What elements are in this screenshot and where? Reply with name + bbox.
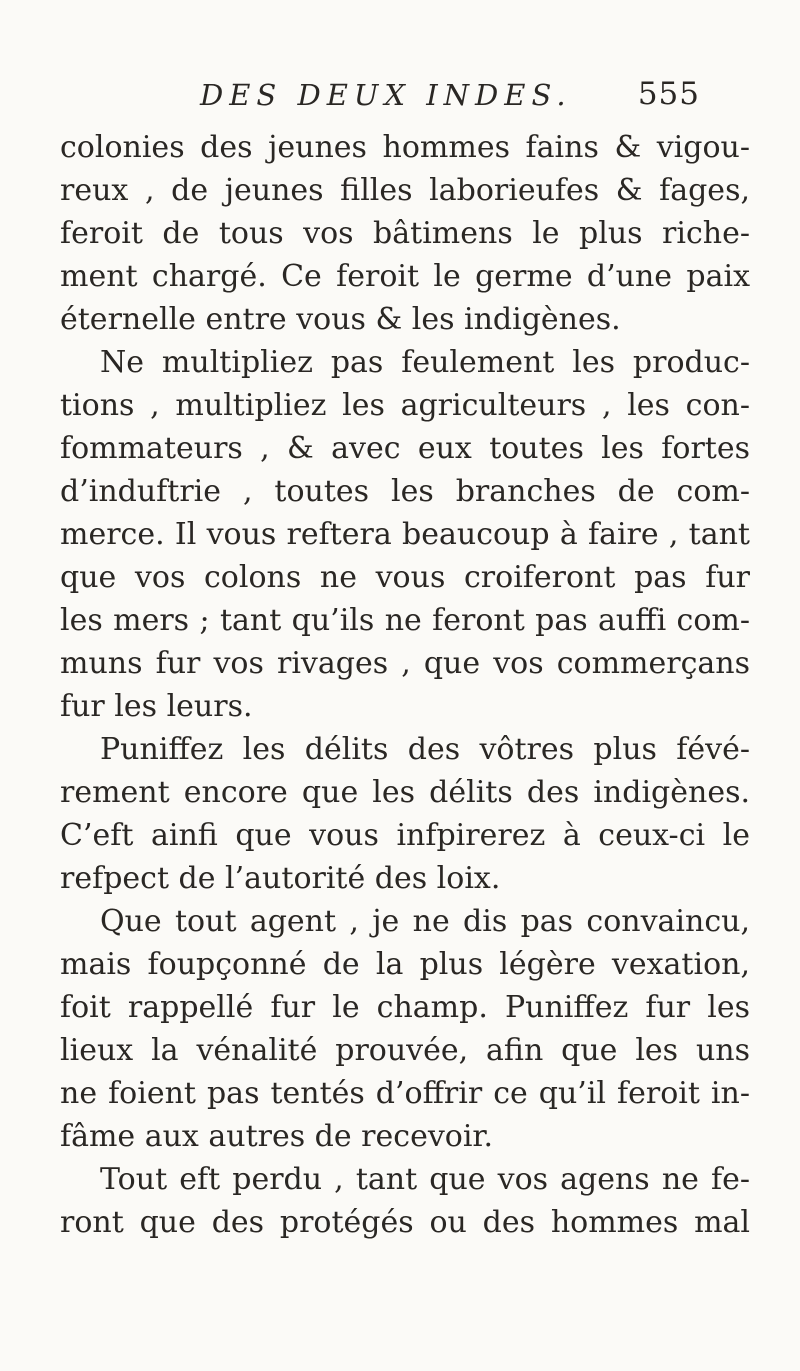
text-line: C’eft ainfi que vous infpirerez à ceux-ci le	[60, 818, 750, 853]
text-line: foit rappellé fur le champ. Puniffez fur les	[60, 990, 750, 1025]
text-line: Que tout agent , je ne dis pas convaincu,	[100, 904, 750, 939]
text-line: reux , de jeunes filles laborieufes & fages,	[60, 173, 750, 208]
text-line: merce. Il vous reftera beaucoup à faire , tant	[60, 517, 750, 552]
text-line: éternelle entre vous & les indigènes.	[60, 302, 621, 337]
text-line: lieux la vénalité prouvée, afin que les uns	[60, 1033, 750, 1068]
text-line: que vos colons ne vous croiferont pas fur	[60, 560, 750, 595]
text-line: rement encore que les délits des indigènes.	[60, 775, 750, 810]
page-header	[200, 72, 700, 116]
text-line: ne foient pas tentés d’offrir ce qu’il feroit in-	[60, 1076, 750, 1111]
text-line: Ne multipliez pas feulement les produc-	[100, 345, 750, 380]
text-line: muns fur vos rivages , que vos commerçans	[60, 646, 750, 681]
text-line: tions , multipliez les agriculteurs , les con-	[60, 388, 750, 423]
text-line: les mers ; tant qu’ils ne feront pas auffi com-	[60, 603, 750, 638]
text-line: colonies des jeunes hommes fains & vigou-	[60, 130, 750, 165]
text-line: fommateurs , & avec eux toutes les fortes	[60, 431, 750, 466]
body-text	[60, 126, 750, 1244]
text-line: feroit de tous vos bâtimens le plus riche-	[60, 216, 750, 251]
text-line: Tout eft perdu , tant que vos agens ne fe-	[100, 1162, 750, 1197]
text-line: ment chargé. Ce feroit le germe d’une paix	[60, 259, 750, 294]
text-line: Puniffez les délits des vôtres plus févé-	[100, 732, 750, 767]
text-line: fâme aux autres de recevoir.	[60, 1119, 494, 1154]
page-number: 555	[637, 76, 700, 112]
text-line: fur les leurs.	[60, 689, 253, 724]
text-line: mais foupçonné de la plus légère vexation,	[60, 947, 750, 982]
text-line: ront que des protégés ou des hommes mal	[60, 1205, 750, 1240]
text-line: d’induftrie , toutes les branches de com-	[60, 474, 750, 509]
text-line: refpect de l’autorité des loix.	[60, 861, 501, 896]
running-head: DES DEUX INDES.	[200, 78, 572, 112]
